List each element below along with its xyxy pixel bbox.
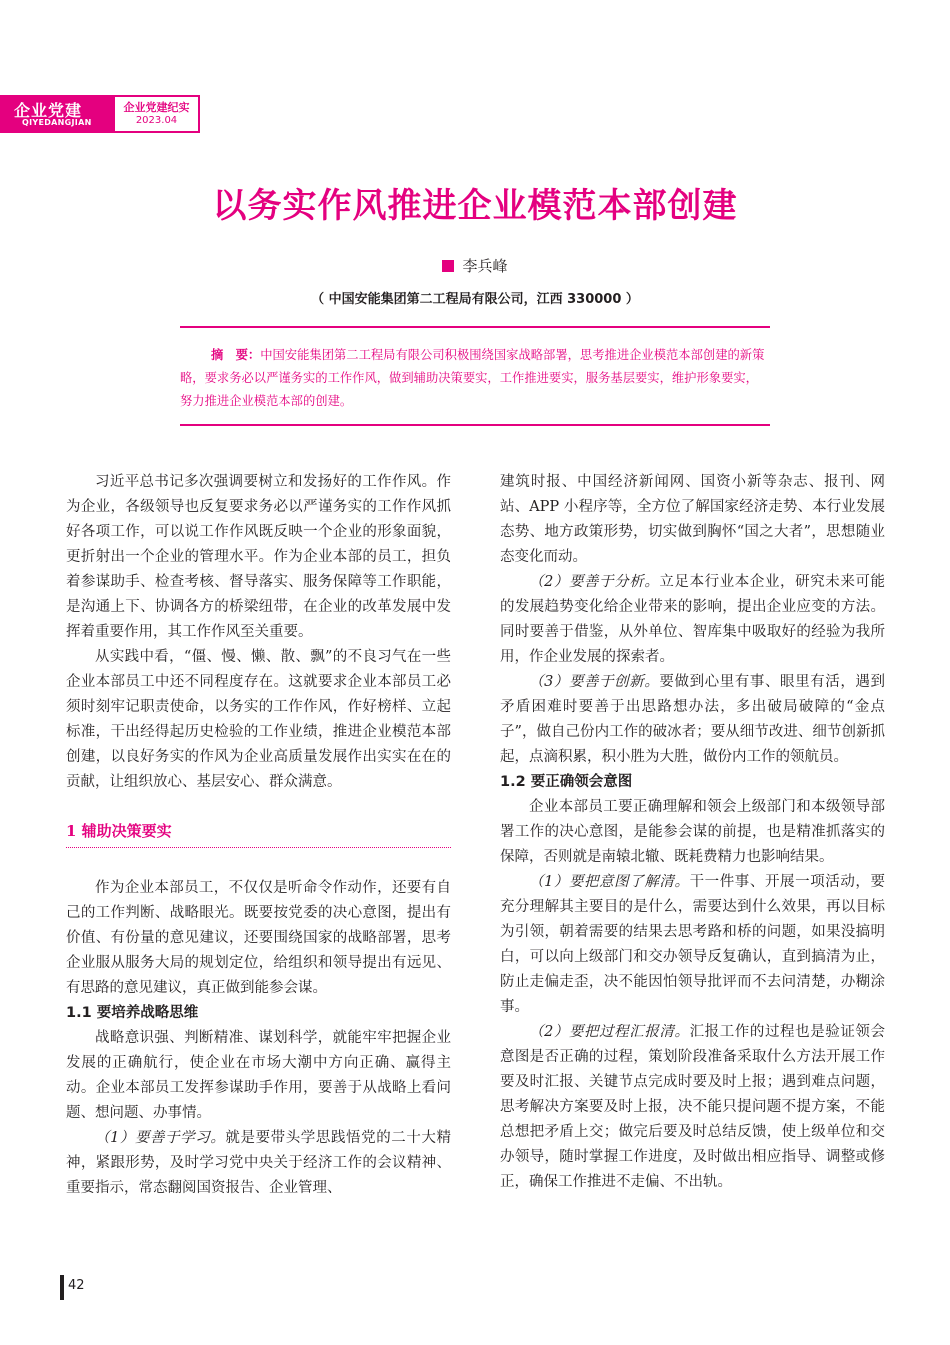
magazine-pinyin: QIYEDANGJIAN — [22, 118, 92, 127]
paragraph-text: 要做到心里有事、眼里有活，遇到矛盾困难时要善于出思路想办法，多出破局破障的“金点子”，做自己份内工作的破冰者；要从细节改进、细节创新抓起，点滴积累，积小胜为大胜，做份内工作的领航员。 — [500, 674, 885, 765]
paragraph-text: 立足本行业本企业，研究未来可能的发展趋势变化给企业带来的影响，提出企业应变的方法。同时要善于借鉴，从外单位、智库集中吸取好的经验为我所用，作企业发展的探索者。 — [500, 574, 885, 665]
author-name: 李兵峰 — [462, 257, 508, 275]
subsection-heading: 1.1 要培养战略思维 — [66, 1005, 199, 1021]
paragraph: 战略意识强、判断精准、谋划科学，就能牢牢把握企业发展的正确航行，使企业在市场大潮中方向正确、赢得主动。企业本部员工发挥参谋助手作用，要善于从战略上看问题、想问题、办事情。 — [66, 1030, 451, 1121]
issue-number: 2023.04 — [135, 115, 178, 126]
article-title: 以务实作风推进企业模范本部创建 — [212, 186, 738, 226]
section-heading: 1 辅助决策要实 — [66, 819, 451, 848]
abstract-top-rule — [180, 326, 770, 328]
author-square-icon — [442, 260, 454, 272]
paragraph-lead: （2）要善于分析。 — [529, 574, 660, 590]
abstract-text: 中国安能集团第二工程局有限公司积极围绕国家战略部署，思考推进企业模范本部创建的新策略，要求务必以严谨务实的工作作风，做到辅助决策要实，工作推进要实，服务基层要实，维护形象要实，努力推进企业模范本部的创建。 — [180, 348, 765, 408]
paragraph-continued: 建筑时报、中国经济新闻网、国资小新等杂志、报刊、网站、APP 小程序等，全方位了解国家经济走势、本行业发展态势、地方政策形势，切实做到胸怀“国之大者”，思想随业态变化而动。 — [500, 474, 885, 565]
paragraph — [66, 1126, 451, 1201]
abstract-bottom-rule — [180, 424, 770, 426]
paragraph-lead: （1）要把意图了解清。 — [529, 874, 690, 890]
abstract — [180, 344, 770, 413]
paragraph — [500, 870, 885, 1020]
page-number-bar — [60, 1275, 64, 1300]
paragraph — [500, 1020, 885, 1195]
right-column — [500, 470, 885, 1195]
paragraph: 习近平总书记多次强调要树立和发扬好的工作作风。作为企业，各级领导也反复要求务必以严谨务实的工作作风抓好各项工作，可以说工作作风既反映一个企业的形象面貌，更折射出一个企业的管理水平。作为企业本部的员工，担负着参谋助手、检查考核、督导落实、服务保障等工作职能，是沟通上下、协调各方的桥梁纽带，在企业的改革发展中发挥着重要作用，其工作作风至关重要。 — [66, 474, 451, 640]
column-name: 企业党建纪实 — [123, 101, 190, 114]
abstract-label: 摘 要： — [211, 348, 261, 362]
affiliation: （ 中国安能集团第二工程局有限公司，江西 330000 ） — [311, 292, 639, 307]
magazine-masthead — [0, 95, 113, 133]
paragraph-lead: （2）要把过程汇报清。 — [529, 1024, 690, 1040]
paragraph-text: 就是要带头学思践悟党的二十大精神，紧跟形势，及时学习党中央关于经济工作的会议精神、重要指示，常态翻阅国资报告、企业管理、 — [66, 1130, 451, 1196]
column-box — [113, 95, 200, 133]
paragraph — [500, 570, 885, 670]
paragraph: 从实践中看，“僵、慢、懒、散、飘”的不良习气在一些企业本部员工中还不同程度存在。这就要求企业本部员工必须时刻牢记职责使命，以务实的工作作风，作好榜样、立起标准，干出经得起历史检验的工作业绩，推进企业模范本部创建，以良好务实的作风为企业高质量发展作出实实在在的贡献，让组织放心、基层安心、群众满意。 — [66, 649, 451, 790]
paragraph-lead: （1）要善于学习。 — [95, 1130, 226, 1146]
paragraph — [500, 670, 885, 770]
left-column — [66, 470, 451, 1201]
paragraph: 企业本部员工要正确理解和领会上级部门和本级领导部署工作的决心意图，是能参会谋的前提，也是精准抓落实的保障，否则就是南辕北辙、既耗费精力也影响结果。 — [500, 799, 885, 865]
paragraph: 作为企业本部员工，不仅仅是听命令作动作，还要有自己的工作判断、战略眼光。既要按党委的决心意图，提出有价值、有份量的意见建议，还要围绕国家的战略部署，思考企业服从服务大局的规划定位，给组织和领导提出有远见、有思路的意见建议，真正做到能参会谋。 — [66, 880, 451, 996]
magazine-header — [0, 95, 200, 133]
author-line — [0, 255, 950, 276]
paragraph-lead: （3）要善于创新。 — [529, 674, 660, 690]
paragraph-text: 汇报工作的过程也是验证领会意图是否正确的过程，策划阶段准备采取什么方法开展工作要及时汇报、关键节点完成时要及时上报；遇到难点问题，思考解决方案要及时上报，决不能只提问题不提方案，不能总想把矛盾上交；做完后要及时总结反馈，使上级单位和交办领导，随时掌握工作进度，及时做出相应指导、调整或修正，确保工作推进不走偏、不出轨。 — [500, 1024, 885, 1190]
page-number: 42 — [68, 1278, 85, 1293]
magazine-name: 企业党建 — [14, 101, 83, 120]
paragraph-text: 干一件事、开展一项活动，要充分理解其主要目的是什么，需要达到什么效果，再以目标为引领，朝着需要的结果去思考路和桥的问题，如果没搞明白，可以向上级部门和交办领导反复确认，直到搞清为止，防止走偏走歪，决不能因怕领导批评而不去问清楚，办糊涂事。 — [500, 874, 885, 1015]
subsection-heading: 1.2 要正确领会意图 — [500, 774, 633, 790]
